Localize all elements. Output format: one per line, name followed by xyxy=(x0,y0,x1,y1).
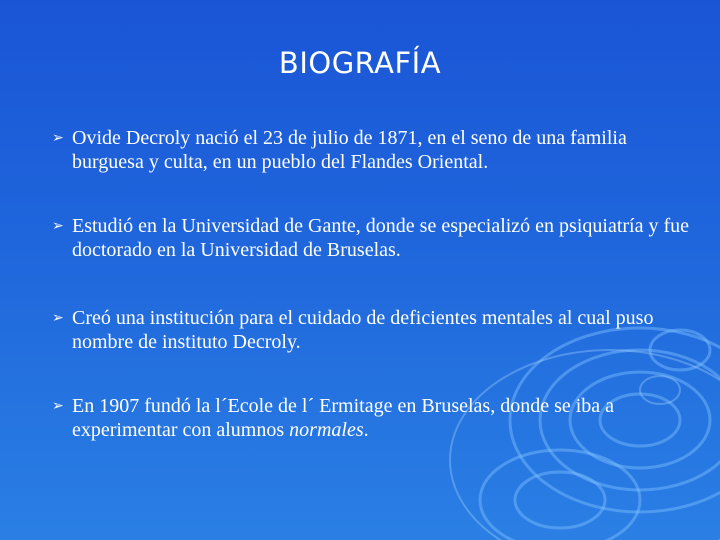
bullet-text xyxy=(72,394,692,442)
bullet-item xyxy=(52,394,692,442)
bullet-text: Ovide Decroly nació el 23 de julio de 1871, en el seno de una familia burguesa y culta, en un pueblo del Flandes Oriental. xyxy=(72,127,627,173)
arrow-bullet-icon: ➢ xyxy=(52,218,64,234)
arrow-bullet-icon: ➢ xyxy=(52,398,64,414)
bullet-text: Creó una institución para el cuidado de deficientes mentales al cual puso nombre de instituto Decroly. xyxy=(72,307,654,353)
bullet-text-italic: normales xyxy=(289,419,364,441)
bullet-item xyxy=(52,126,692,174)
bullet-item xyxy=(52,214,692,262)
bullet-text-end: . xyxy=(363,419,369,441)
bullet-text: Estudió en la Universidad de Gante, donde se especializó en psiquiatría y fue doctorado en la Universidad de Bruselas. xyxy=(72,215,690,261)
bullet-item xyxy=(52,306,692,354)
arrow-bullet-icon: ➢ xyxy=(52,130,64,146)
bullet-text-main: En 1907 fundó la l´Ecole de l´ Ermitage en Bruselas, donde se iba a experimentar con alumnos xyxy=(72,395,615,441)
slide-title: BIOGRAFÍA xyxy=(278,46,442,80)
arrow-bullet-icon: ➢ xyxy=(52,310,64,326)
